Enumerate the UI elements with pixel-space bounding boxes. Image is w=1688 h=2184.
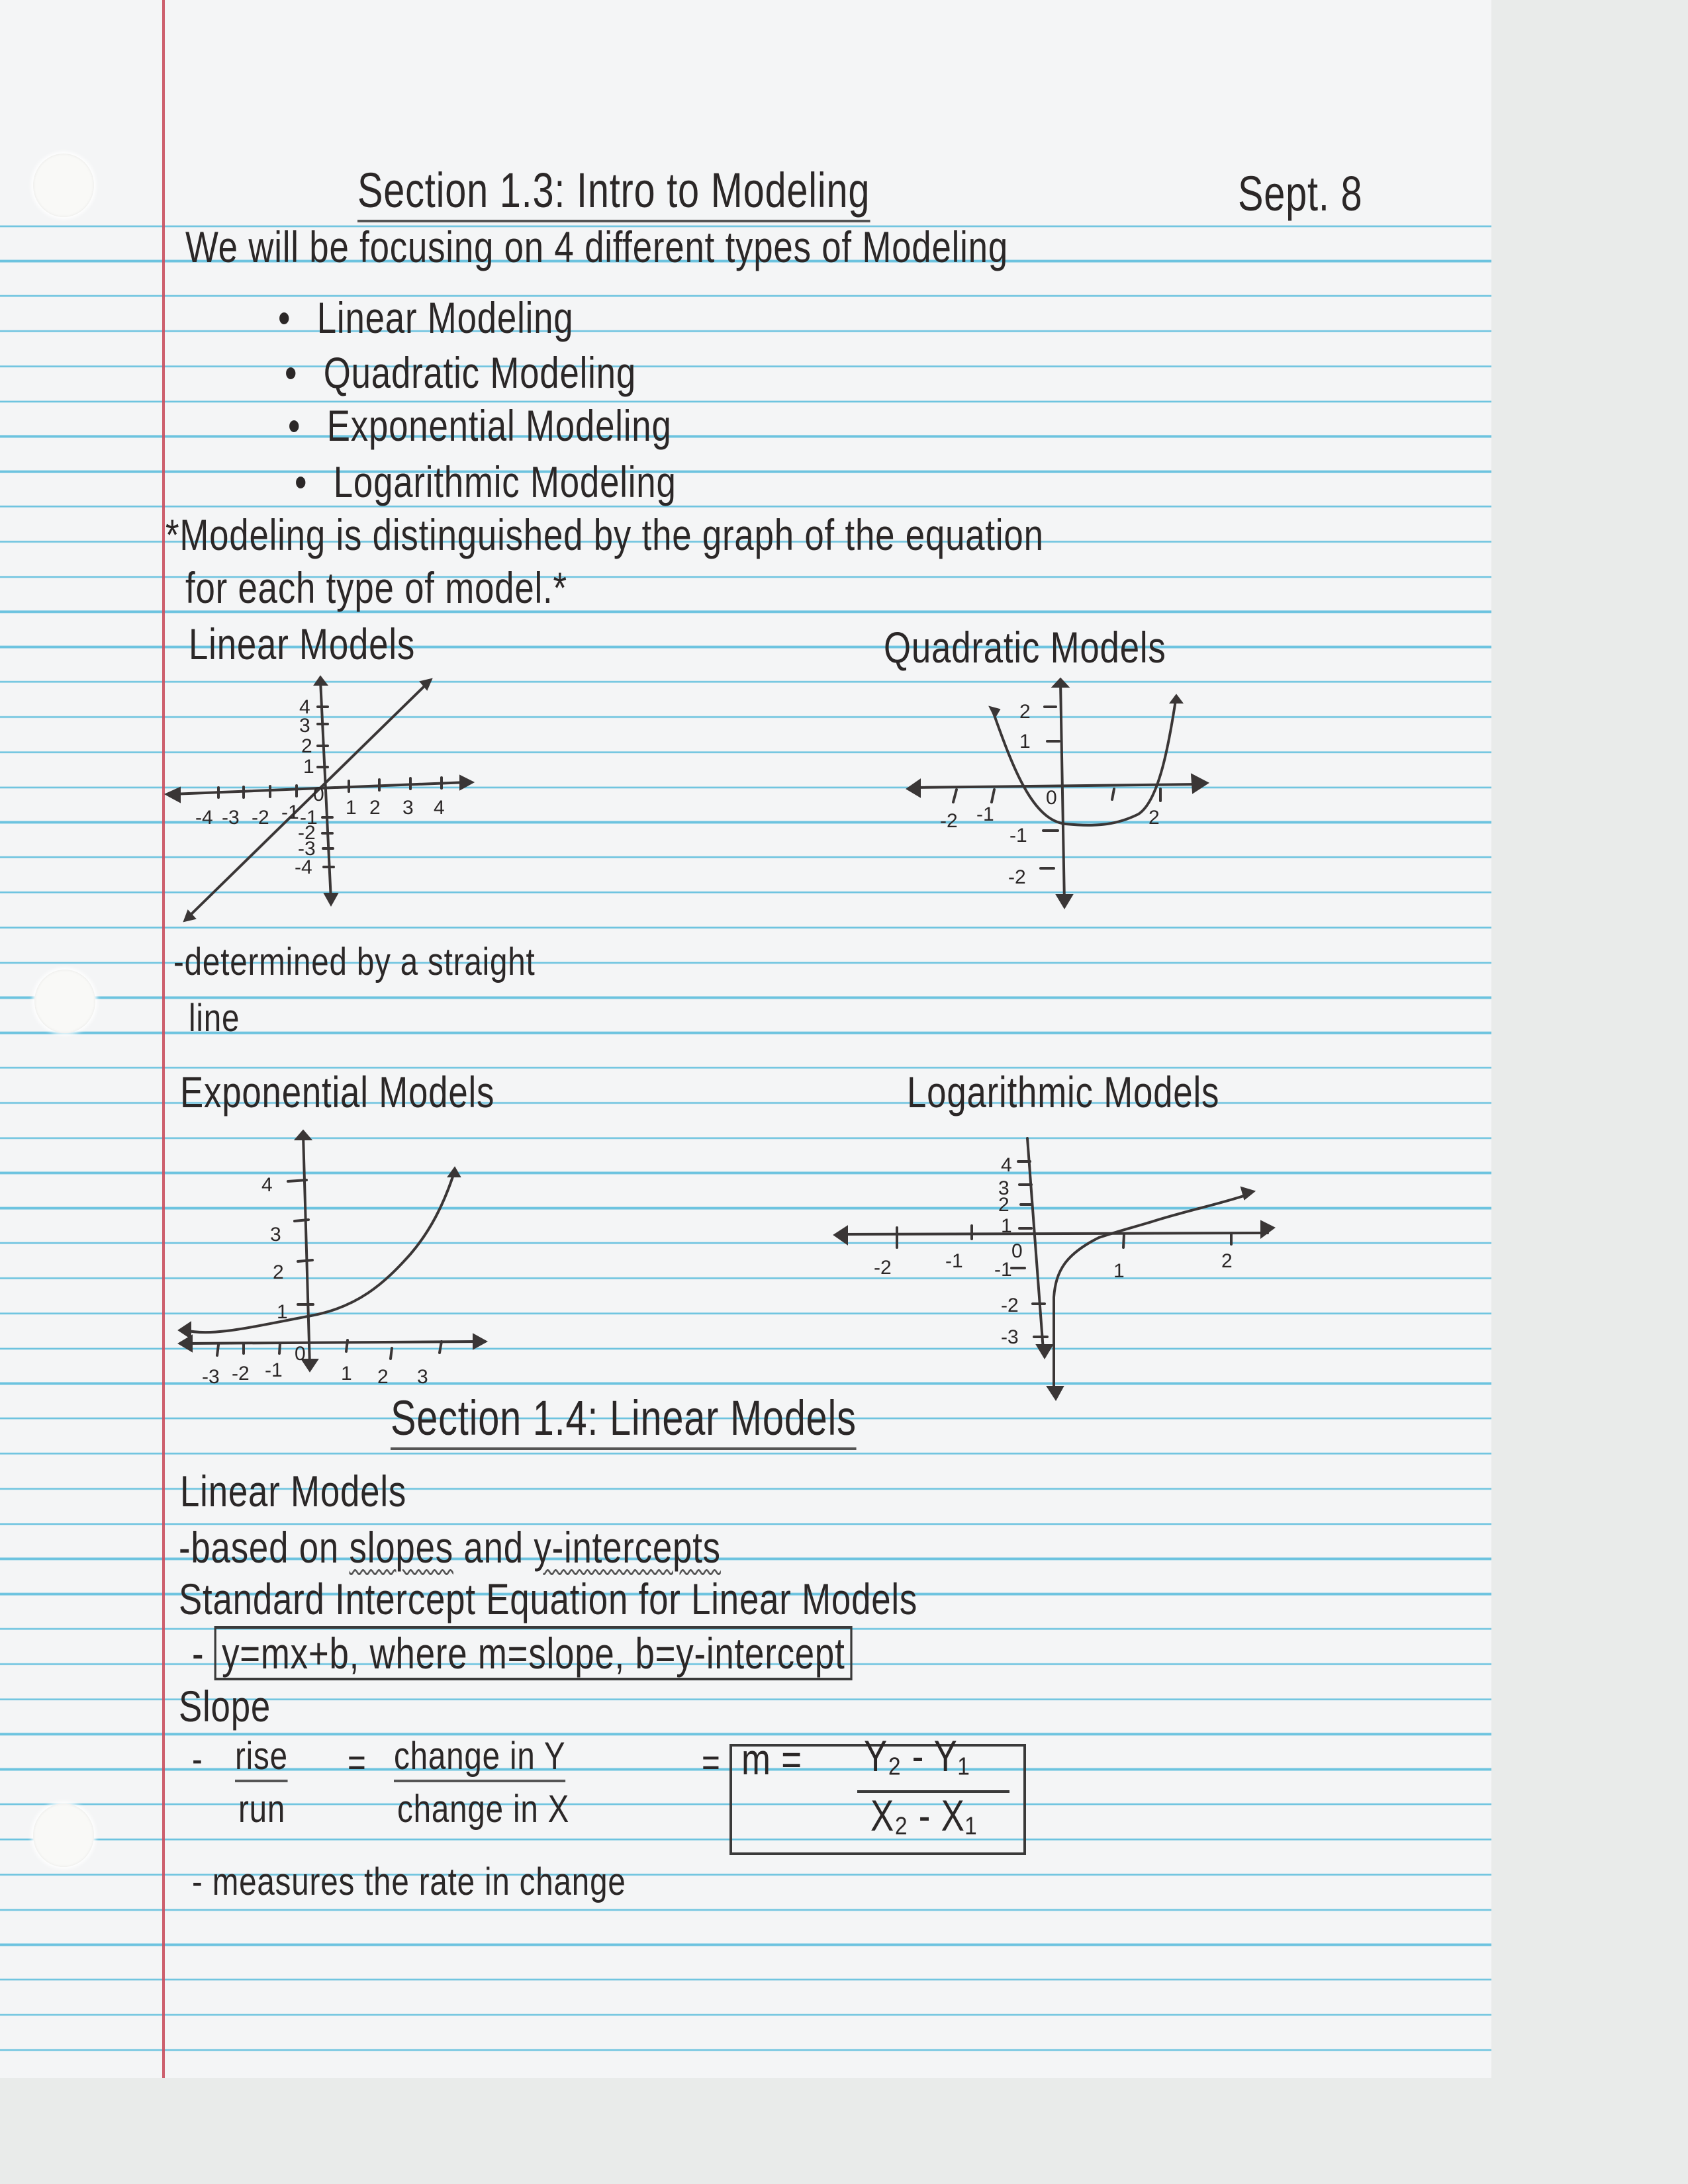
svg-text:3: 3 (299, 715, 310, 737)
m-equals: m = (741, 1735, 802, 1784)
quadratic-models-heading: Quadratic Models (884, 623, 1166, 672)
standard-equation-heading: Standard Intercept Equation for Linear Models (179, 1574, 918, 1623)
linear-models-heading: Linear Models (189, 619, 416, 668)
model-note-line2: for each type of model.* (185, 563, 567, 612)
intro-line: We will be focusing on 4 different types of Modeling (185, 222, 1009, 271)
bullet-icon: • (288, 401, 301, 450)
svg-text:-1: -1 (976, 803, 994, 825)
quadratic-graph (887, 649, 1244, 913)
list-item: • Exponential Modeling (288, 401, 672, 450)
measures-rate-line: - measures the rate in change (192, 1860, 626, 1903)
y-intercepts-term: y-intercepts (534, 1523, 721, 1572)
svg-text:0: 0 (295, 1343, 306, 1365)
svg-text:-2: -2 (1001, 1295, 1019, 1316)
slope-intercept-formula: y=mx+b, where m=slope, b=y-intercept (214, 1626, 853, 1680)
svg-text:4: 4 (299, 696, 310, 718)
svg-text:-2: -2 (1008, 866, 1026, 888)
svg-text:3: 3 (402, 797, 414, 819)
svg-text:3: 3 (998, 1177, 1009, 1199)
svg-text:4: 4 (1001, 1154, 1012, 1176)
slope-numerator: Y₂ - Y₁ (864, 1731, 970, 1780)
slope-denominator: X₂ - X₁ (870, 1791, 978, 1840)
run-label: run (238, 1788, 286, 1831)
hole-punch-bottom (33, 1803, 94, 1867)
svg-text:2: 2 (1221, 1250, 1233, 1272)
svg-text:2: 2 (369, 797, 381, 819)
page-date: Sept. 8 (1238, 166, 1363, 221)
margin-line (162, 0, 165, 2078)
linear-models-subheading: Linear Models (180, 1467, 407, 1516)
svg-text:4: 4 (261, 1174, 273, 1196)
svg-text:0: 0 (313, 784, 324, 805)
svg-text:-2: -2 (874, 1257, 892, 1279)
svg-text:-2: -2 (252, 807, 269, 829)
bullet-icon: • (285, 348, 298, 397)
svg-text:2: 2 (301, 735, 312, 757)
svg-text:-2: -2 (940, 810, 958, 832)
svg-text:2: 2 (1019, 701, 1031, 723)
svg-text:3: 3 (270, 1224, 281, 1246)
linear-note-line2: line (189, 997, 240, 1040)
svg-text:1: 1 (1019, 731, 1031, 752)
exponential-graph (159, 1112, 530, 1390)
list-item: • Quadratic Modeling (285, 348, 637, 397)
logarithmic-graph (821, 1138, 1284, 1416)
list-item: • Logarithmic Modeling (295, 457, 677, 506)
bullet-icon: • (278, 293, 291, 342)
svg-text:2: 2 (273, 1261, 284, 1283)
change-in-y-label: change in Y (394, 1734, 565, 1782)
svg-text:-3: -3 (298, 838, 316, 860)
linear-note-line1: -determined by a straight (173, 940, 536, 983)
svg-text:2: 2 (1149, 807, 1160, 829)
svg-text:0: 0 (1011, 1240, 1023, 1262)
svg-text:0: 0 (1046, 787, 1057, 809)
equals-sign: = (348, 1741, 367, 1784)
svg-text:1: 1 (303, 756, 314, 778)
svg-text:-3: -3 (222, 807, 240, 829)
svg-text:-1: -1 (994, 1259, 1012, 1281)
svg-text:-2: -2 (298, 822, 316, 844)
svg-text:2: 2 (998, 1194, 1009, 1216)
rise-label: rise (235, 1734, 288, 1782)
bullet-icon: • (295, 457, 308, 506)
svg-text:-2: -2 (232, 1363, 250, 1385)
slope-heading: Slope (179, 1682, 271, 1731)
svg-text:1: 1 (346, 797, 357, 819)
linear-graph (159, 662, 530, 940)
based-on-line: -based on slopes and y-intercepts (179, 1523, 721, 1572)
section-title: Section 1.4: Linear Models (391, 1390, 857, 1450)
svg-text:4: 4 (434, 797, 445, 819)
slopes-term: slopes (349, 1523, 453, 1572)
equals-sign: = (702, 1741, 721, 1784)
exponential-models-heading: Exponential Models (180, 1068, 495, 1116)
hole-punch-middle (34, 970, 95, 1033)
svg-text:-3: -3 (1001, 1326, 1019, 1348)
svg-text:-1: -1 (281, 801, 299, 823)
svg-text:1: 1 (1113, 1260, 1125, 1282)
model-note-line1: *Modeling is distinguished by the graph of the equation (165, 510, 1044, 559)
svg-text:1: 1 (341, 1363, 352, 1385)
slope-dash: - (192, 1738, 203, 1781)
standard-equation-line: - y=mx+b, where m=slope, b=y-intercept (192, 1628, 853, 1678)
svg-text:1: 1 (277, 1301, 288, 1323)
svg-text:-1: -1 (1009, 825, 1027, 846)
logarithmic-models-heading: Logarithmic Models (907, 1068, 1220, 1116)
page-title: Section 1.3: Intro to Modeling (357, 162, 870, 222)
svg-text:-4: -4 (195, 807, 213, 829)
svg-text:2: 2 (377, 1366, 389, 1388)
svg-text:3: 3 (417, 1366, 428, 1388)
svg-text:-1: -1 (265, 1359, 283, 1381)
svg-text:-4: -4 (295, 856, 312, 878)
svg-text:1: 1 (1001, 1215, 1012, 1237)
svg-text:-3: -3 (202, 1366, 220, 1388)
change-in-x-label: change in X (397, 1788, 570, 1831)
svg-text:-1: -1 (945, 1250, 963, 1272)
svg-text:-1: -1 (300, 807, 318, 829)
list-item: • Linear Modeling (278, 293, 574, 342)
hole-punch-top (33, 154, 94, 217)
